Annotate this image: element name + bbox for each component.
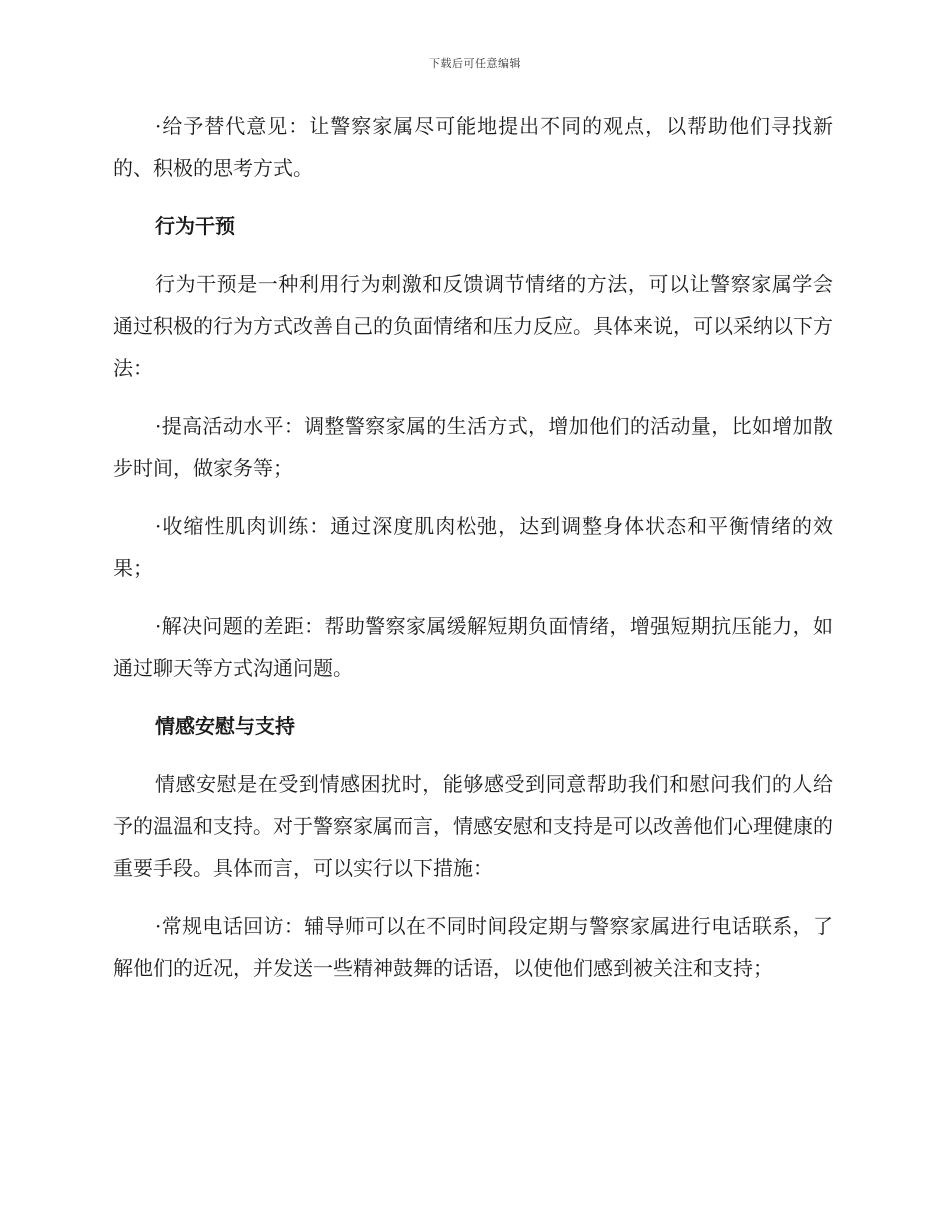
paragraph-problem-solving-gap: ·解决问题的差距：帮助警察家属缓解短期负面情绪，增强短期抗压能力，如通过聊天等方式沟通问题。 — [113, 614, 833, 680]
paragraph-emotional-support-intro: 情感安慰是在受到情感困扰时，能够感受到同意帮助我们和慰问我们的人给予的温温和支持。对于警察家属而言，情感安慰和支持是可以改善他们心理健康的重要手段。具体而言，可以实行以下措施： — [113, 772, 833, 880]
page-header: 下载后可任意编辑 — [429, 57, 521, 70]
paragraph-behavior-intervention-intro: 行为干预是一种利用行为刺激和反馈调节情绪的方法，可以让警察家属学会通过积极的行为方式改善自己的负面情绪和压力反应。具体来说，可以采纳以下方法： — [113, 272, 833, 380]
paragraph-raise-activity-level: ·提高活动水平：调整警察家属的生活方式，增加他们的活动量，比如增加散步时间，做家务等； — [113, 414, 833, 480]
document-body — [113, 105, 833, 1005]
paragraph-muscle-training: ·收缩性肌肉训练：通过深度肌肉松弛，达到调整身体状态和平衡情绪的效果； — [113, 514, 833, 580]
section-heading-behavior-intervention: 行为干预 — [155, 214, 235, 238]
paragraph-phone-followup: ·常规电话回访：辅导师可以在不同时间段定期与警察家属进行电话联系，了解他们的近况，并发送一些精神鼓舞的话语，以使他们感到被关注和支持； — [113, 914, 833, 980]
paragraph-alternative-opinions: ·给予替代意见：让警察家属尽可能地提出不同的观点，以帮助他们寻找新的、积极的思考方式。 — [113, 114, 833, 180]
section-heading-emotional-support: 情感安慰与支持 — [155, 714, 295, 738]
